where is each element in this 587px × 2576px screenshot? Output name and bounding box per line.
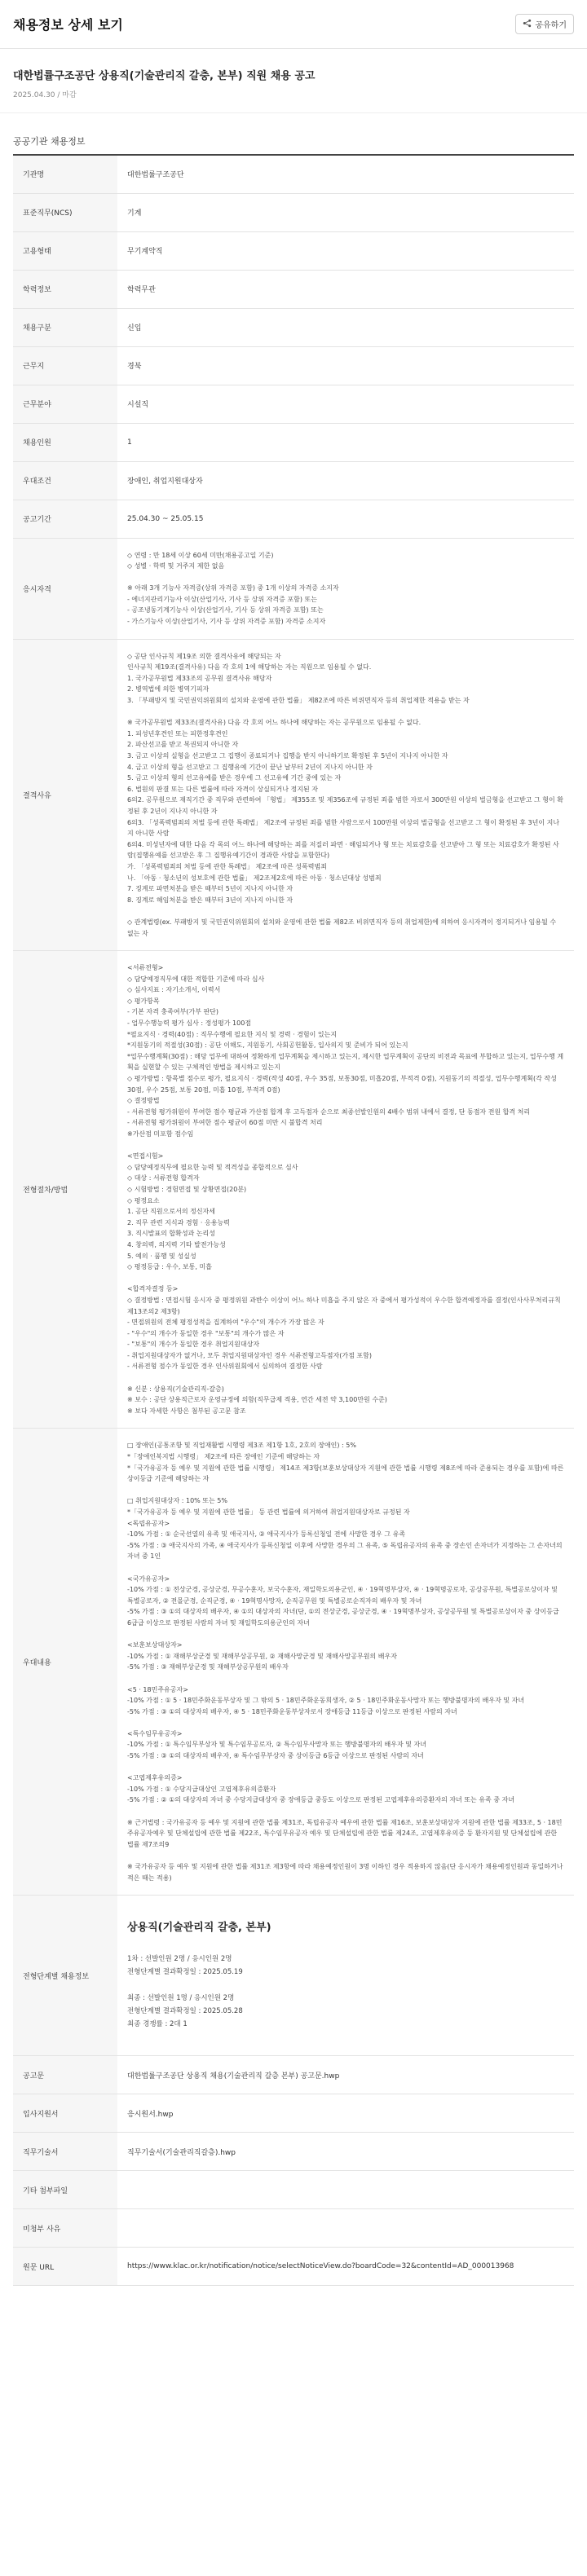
row-label: 채용구분 (13, 308, 117, 346)
row-value (117, 2133, 574, 2171)
row-value: 신입 (117, 308, 574, 346)
row-value: 1 (117, 423, 574, 461)
row-label: 응시자격 (13, 538, 117, 639)
posting-title-block (0, 49, 587, 113)
row-value (117, 1896, 574, 2056)
row-value: 시설직 (117, 385, 574, 423)
row-label: 전형절차/방법 (13, 951, 117, 1429)
row-value: 학력무관 (117, 270, 574, 308)
posting-title: 대한법률구조공단 상용직(기술관리직 갈충, 본부) 직원 채용 공고 (13, 70, 316, 82)
row-org (13, 155, 574, 193)
row-value: □ 장애인(공통조항 및 직업재활법 시행령 제3조 제1항 1호, 2호의 장애인) : 5% *「장애인복지법 시행령」 제2조에 따른 장애인 기준에 해당하는 자 *「국가유공자 등 예우 및 지원에 관한 법률 시행령」 제14조 제3항(보훈보상대상자 지원에 관한 법률 시행령 제8조에 따라 준용되는 경우를 포함)에 따른 상이등급 기준에 해당하는 자 □ 취업지원대상자 : 10% 또는 5% *「국가유공자 등 예우 및 지원에 관한 법률」 등 관련 법률에 의거하여 취업지원대상자로 규정된 자 <독립유공자> -10% 가점 : ① 순국선열의 유족 및 애국지사, ② 애국지사가 등록신청일 전에 사망한 경우 그 유족 -5% 가점 : ③ 애국지사의 가족, ④ 애국지사가 등록신청일 이후에 사망한 경우의 그 유족, ⑤ 독립유공자의 유족 중 장손인 손자녀가 지정하는 그 손자녀의 자녀 중 1인 <국가유공자> -10% 가점 : ① 전상군경, 공상군경, 무공수훈자, 보국수훈자, 재일학도의용군인, ④ · 19혁명부상자, ④ · 19혁명공로자, 공상공무원, 특별공로상이자 및 특별공로자, ② 전몰군경, 순직군경, ④ · 19혁명사망자, 순직공무원 및 특별공로순직자의 배우자 및 자녀 -5% 가점 : ③ ①의 대상자의 배우자, ④ ①의 대상자의 자녀(단, ①의 전상군경, 공상군경, ④ · 19혁명부상자, 공상공무원 및 특별공로상이자 중 상이등급 6급급 이상으로 판정된 사람의 자녀 및 재일학도의용군인의 자녀 <보훈보상대상자> -10% 가점 : ① 재해부상군경 및 재해부상공무원, ② 재해사망군경 및 재해사망공무원의 배우자 -5% 가점 : ③ 재해부상군경 및 재해부상공무원의 배우자 <5 · 18민주유공자> -10% 가점 : ① 5 · 18민주화운동부상자 및 그 밖의 5 · 18민주화운동희생자, ② 5 · 18민주화운동사망자 또는 행방불명자의 배우자 및 자녀 -5% 가점 : ③ ①의 대상자의 배우자, ④ 5 · 18민주화운동부상자로서 장애등급 11등급 이상으로 판정된 사람의 자녀 <특수임무유공자> -10% 가점 : ① 특수임무부상자 및 특수임무공로자, ② 특수임무사망자 또는 행방불명자의 배우자 및 자녀 -5% 가점 : ③ ①의 대상자의 배우자, ④ 특수임무부상자 중 상이등급 6등급 이상으로 판정된 사람의 자녀 <고엽제후유의증> -10% 가점 : ① 수당지급대상인 고엽제후유의증환자 -5% 가점 : ② ①의 대상자의 자녀 중 수당지급대상자 중 장애등급 중등도 이상으로 판정된 고엽제후유의증환자의 자녀 또는 유족 중 자녀 ※ 근거법령 : 국가유공자 등 예우 및 지원에 관한 법률 제31조, 독립유공자 예우에 관한 법률 제16조, 보훈보상대상자 지원에 관한 법률 제33조, 5 · 18민주유공자예우 및 단체설립에 관한 법률 제22조, 특수임무유공자 예우 및 단체설립에 관한 법률 제24조, 고엽제후유의증 등 환자지원 및 단체설립에 관한 법률 제7조의9 ※ 국가유공자 등 예우 및 지원에 관한 법률 제31조 제3항에 따라 채용예정인원이 3명 이하인 경우 적용하지 않음(단 응시자가 채용예정인원과 동일하거나 적은 때는 적용) (117, 1429, 574, 1896)
row-not-hired-reason (13, 2209, 574, 2248)
page-title: 채용정보 상세 보기 (13, 17, 123, 33)
row-original-url (13, 2248, 574, 2286)
row-field (13, 385, 574, 423)
row-label: 근무지 (13, 346, 117, 385)
row-label: 우대내용 (13, 1429, 117, 1896)
row-label: 전형단계별 채용정보 (13, 1896, 117, 2056)
row-notice-file (13, 2056, 574, 2094)
position-name: 상용직(기술관리직 갈층, 본부) (127, 1922, 271, 1935)
row-label: 우대조건 (13, 461, 117, 500)
share-button[interactable] (515, 14, 574, 34)
row-value: 장애인, 취업지원대상자 (117, 461, 574, 500)
row-value: <서류전형> ◇ 담당예정직무에 대한 적합한 기준에 따라 심사 ◇ 심사지표 : 자기소개서, 이력서 ◇ 평가항목 - 기본 자격 충족여부(가부 판단) - 업무수행능력 평가 심사 : 정성평가 100점 *필요지식 · 경력(40점) : 직무수행에 필요한 지식 및 경력 · 경험이 있는지 *지원동기의 적절성(30점) : 공단 이해도, 지원동기, 사회공헌활동, 입사의지 및 준비가 되어 있는지 *업무수행계획(30점) : 해당 업무에 대하여 정확하게 업무계획을 제시하고 있는지, 제시한 업무계획이 공단의 비전과 목표에 부합하고 있는지, 업무수행 계획을 실현할 수 있는 구체적인 방법을 제시하고 있는지 ◇ 평가방법 : 항목별 점수로 평가, 필요지식 · 경력(작성 40점, 우수 35점, 보통30점, 미흡20점, 부적격 0점), 지원동기의 적절성, 업무수행계획(각 작성 30점, 우수 25점, 보통 20점, 미흡 10점, 부적격 0점) ◇ 결정방법 - 서류전형 평가위원이 부여한 점수 평균과 가산점 합계 후 고득점자 순으로 최종선발인원의 4배수 범위 내에서 결정, 단 동점자 전원 합격 처리 - 서류전형 평가위원이 부여한 점수 평균이 60점 미만 시 불합격 처리 ※가산점 미포함 점수임 <면접시험> ◇ 담당예정직무에 필요한 능력 및 적격성을 종합적으로 심사 ◇ 대상 : 서류전형 합격자 ◇ 시험방법 : 경험면접 및 상황면접(20분) ◇ 평정요소 1. 공단 직원으로서의 정신자세 2. 직무 관련 지식과 경험 · 응용능력 3. 직시발표의 합확성과 논리성 4. 창의력, 의지력 기타 발전가능성 5. 예의 · 품행 및 성실성 ◇ 평정등급 : 우수, 보통, 미흡 <합격자결정 등> ◇ 결정방법 : 면접시험 응시자 중 평정위원 과반수 이상이 어느 하나 미흡을 주지 않은 자 중에서 평가성적이 우수한 합격예정자를 결정(인사사무처리규칙 제13조의2 제3항) - 면접위원의 전체 평정성적을 집계하여 "우수"의 개수가 가장 많은 자 - "우수"의 개수가 동일한 경우 "보통"의 개수가 많은 자 - "보통"의 개수가 동일한 경우 취업지원대상자 - 취업지원대상자가 없거나, 모두 취업지원대상자인 경우 서류전형고득점자(가점 포함) - 서류전형 점수가 동일한 경우 인사위원회에서 심의하여 결정한 사람 ※ 신분 : 상용직(기술관리직-갈층) ※ 보수 : 공단 상용직근로자 운영규정에 의함(직무급제 적용, 연간 세전 약 3,100만원 수준) ※ 보다 자세한 사항은 첨부된 공고문 참조 (117, 951, 574, 1429)
row-value: 경북 (117, 346, 574, 385)
row-label: 고용형태 (13, 231, 117, 270)
row-value (117, 2056, 574, 2094)
row-employment-type (13, 231, 574, 270)
row-label: 직무기술서 (13, 2133, 117, 2171)
row-label: 공고기간 (13, 500, 117, 538)
row-period (13, 500, 574, 538)
row-label: 표준직무(NCS) (13, 193, 117, 231)
row-job-description (13, 2133, 574, 2171)
row-label: 학력정보 (13, 270, 117, 308)
row-value: ◇ 공단 인사규칙 제19조 의한 결격사유에 해당되는 자 인사규칙 제19조(결격사유) 다음 각 호의 1에 해당하는 자는 직원으로 임용될 수 없다. 1. 국가공무원법 제33조의 공무원 결격사유 해당자 2. 병역법에 의한 병역기피자 3. 「부패방지 및 국민권익위원회의 설치와 운영에 관한 법률」 제82조에 따른 비위면직자 등의 취업제한 적용을 받는 자 ※ 국가공무원법 제33조(결격사유) 다음 각 호의 어느 하나에 해당하는 자는 공무원으로 임용될 수 없다. 1. 피성년후견인 또는 피한정후견인 2. 파산선고를 받고 복권되지 아니한 자 3. 금고 이상의 실형을 선고받고 그 집행이 종료되거나 집행을 받지 아니하기로 확정된 후 5년이 지나지 아니한 자 4. 금고 이상의 형을 선고받고 그 집행유예 기간이 끝난 날부터 2년이 지나지 아니한 자 5. 금고 이상의 형의 선고유예를 받은 경우에 그 선고유예 기간 중에 있는 자 6. 법원의 판결 또는 다른 법률에 따라 자격이 상실되거나 정지된 자 6의2. 공무원으로 재직기간 중 직무와 관련하여 「형법」 제355조 및 제356조에 규정된 죄를 범한 자로서 300만원 이상의 벌금형을 선고받고 그 형이 확정된 후 2년이 지나지 아니한 자 6의3. 「성폭력범죄의 처벌 등에 관한 특례법」 제2조에 규정된 죄를 범한 사람으로서 100만원 이상의 벌금형을 선고받고 그 형이 확정된 후 3년이 지나지 아니한 사람 6의4. 미성년자에 대한 다음 각 목의 어느 하나에 해당하는 죄를 저질러 파면 · 해임되거나 형 또는 치료감호를 선고받아 그 형 또는 치료감호가 확정된 사람(집행유예를 선고받은 후 그 집행유예기간이 경과한 사람을 포함한다) 가. 「성폭력범죄의 처벌 등에 관한 특례법」 제2조에 따른 성폭력범죄 나. 「아동 · 청소년의 성보호에 관한 법률」 제2조제2호에 따른 아동 · 청소년대상 성범죄 7. 징계로 파면처분을 받은 때부터 5년이 지나지 아니한 자 8. 징계로 해임처분을 받은 때부터 3년이 지나지 아니한 자 ◇ 관계법령(ex. 부패방지 및 국민권익위원회의 설치와 운영에 관한 법률 제82조 비위면직자 등의 취업제한)에 의하여 응시자격이 정지되거나 임용될 수 없는 자 (117, 639, 574, 950)
row-other-attachment (13, 2171, 574, 2209)
page-header (0, 0, 587, 49)
row-label: 기관명 (13, 155, 117, 193)
row-value (117, 2209, 574, 2248)
row-label: 미청부 사유 (13, 2209, 117, 2248)
row-label: 채용인원 (13, 423, 117, 461)
row-disqualification (13, 639, 574, 950)
row-value: 25.04.30 ~ 25.05.15 (117, 500, 574, 538)
row-headcount (13, 423, 574, 461)
row-value (117, 2171, 574, 2209)
row-recruit-type (13, 308, 574, 346)
row-label: 공고문 (13, 2056, 117, 2094)
row-label: 기타 첨부파일 (13, 2171, 117, 2209)
stage-lines: 1차 : 선발인원 2명 / 응시인원 2명 전형단계별 결과확정일 : 2025.05.19 최종 : 선발인원 1명 / 응시인원 2명 전형단계별 결과확정일 : 2025.05.28 최종 경쟁률 : 2대 1 (127, 1955, 243, 2029)
info-table (13, 154, 574, 2286)
row-label: 결격사유 (13, 639, 117, 950)
row-application-form (13, 2094, 574, 2133)
row-value: ◇ 연령 : 만 18세 이상 60세 미만(채용공고일 기준) ◇ 성별 · 학력 및 거주지 제한 없음 ※ 아래 3개 기능사 자격증(상위 자격증 포함) 중 1개 이상의 자격증 소지자 - 에너지관리기능사 이상(산업기사, 기사 등 상위 자격증 포함) 또는 - 공조냉동기계기능사 이상(산업기사, 기사 등 상위 자격증 포함) 또는 - 가스기능사 이상(산업기사, 기사 등 상위 자격증 포함) 자격증 소지자 (117, 538, 574, 639)
row-location (13, 346, 574, 385)
row-value (117, 2094, 574, 2133)
row-preferred-conditions (13, 461, 574, 500)
original-url-link[interactable]: https://www.klac.or.kr/notification/notice/selectNoticeView.do?boardCode=32&contentId=AD_000013968 (127, 2262, 514, 2271)
row-value (117, 2248, 574, 2286)
row-ncs (13, 193, 574, 231)
row-value: 무기계약직 (117, 231, 574, 270)
row-label: 근무분야 (13, 385, 117, 423)
posting-meta: 2025.04.30 / 마감 (13, 91, 77, 99)
row-value: 기계 (117, 193, 574, 231)
share-label: 공유하기 (535, 21, 567, 30)
row-qualifications (13, 538, 574, 639)
job-description-link[interactable]: 직무기술서(기술관리직갈층).hwp (127, 2148, 236, 2157)
notice-file-link[interactable]: 대한법률구조공단 상용직 채용(기술관리직 갈층 본부) 공고문.hwp (127, 2072, 340, 2081)
row-stage-detail (13, 1896, 574, 2056)
row-process (13, 951, 574, 1429)
share-icon (523, 19, 532, 30)
row-preferential (13, 1429, 574, 1896)
row-education (13, 270, 574, 308)
row-label: 입사지원서 (13, 2094, 117, 2133)
row-value: 대한법률구조공단 (117, 155, 574, 193)
row-label: 원문 URL (13, 2248, 117, 2286)
application-form-link[interactable]: 응시원서.hwp (127, 2110, 174, 2119)
section-title: 공공기관 채용정보 (13, 136, 86, 147)
